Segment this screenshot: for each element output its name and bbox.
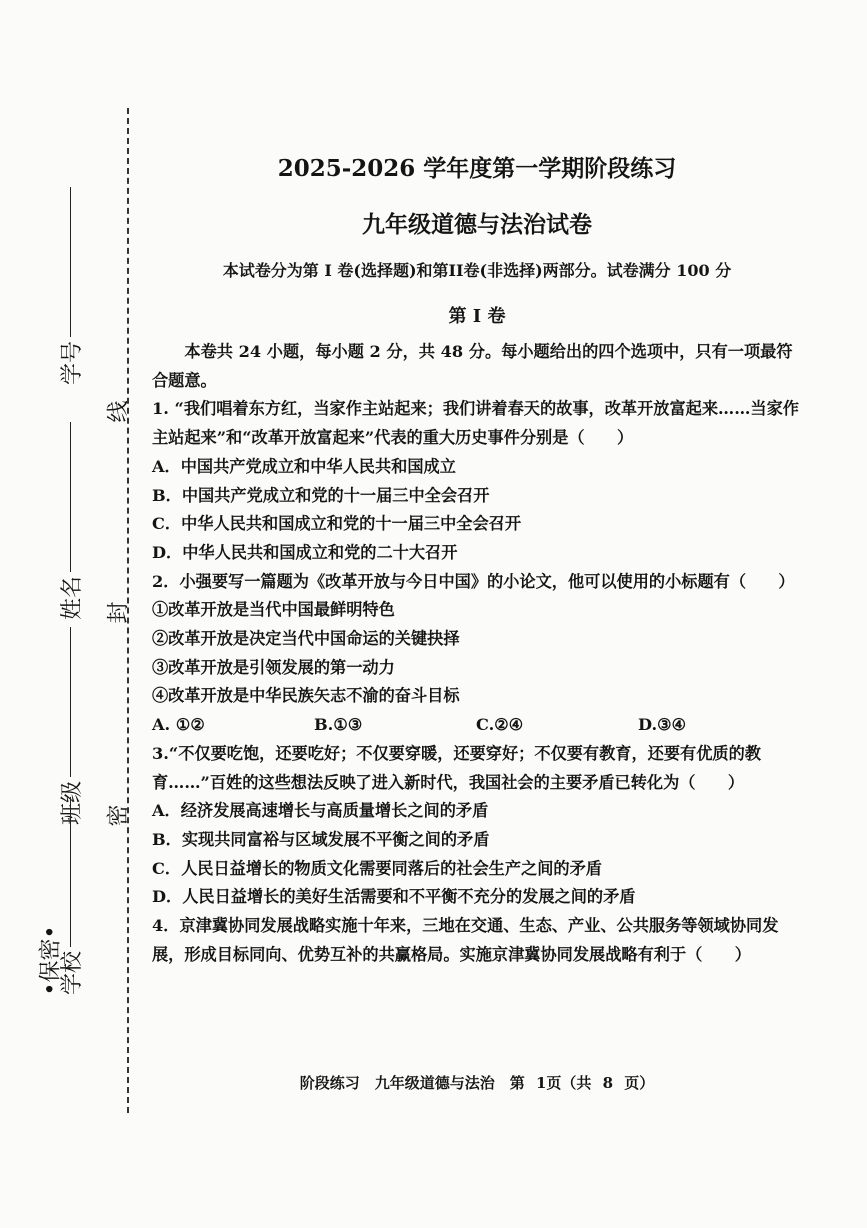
- question-3-stem: 3.“不仅要吃饱，还要吃好；不仅要穿暖，还要穿好；不仅要有教育，还要有优质的教育……”百姓的这些想法反映了进入新时代，我国社会的主要矛盾已转化为（ ）: [152, 743, 761, 792]
- question-1-option-b[interactable]: B．中国共产党成立和党的十一届三中全会召开: [152, 485, 490, 505]
- instructions: 本卷共 24 小题，每小题 2 分，共 48 分。每小题给出的四个选项中，只有一项最符合题意。: [152, 342, 793, 390]
- student-id-label: 学号: [59, 340, 85, 385]
- class-blank[interactable]: [69, 627, 71, 777]
- question-2-statement-3: ③改革开放是引领发展的第一动力: [152, 657, 395, 677]
- name-label: 姓名: [59, 575, 85, 620]
- class-label: 班级: [59, 780, 85, 825]
- exam-intro: 本试卷分为第 I 卷(选择题)和第II卷(非选择)两部分。试卷满分 100 分: [222, 261, 732, 280]
- exam-subtitle: 九年级道德与法治试卷: [362, 211, 592, 238]
- question-3-option-b[interactable]: B．实现共同富裕与区域发展不平衡之间的矛盾: [152, 829, 490, 849]
- seal-char-secret: 密: [106, 804, 132, 827]
- question-1-stem: 1. “我们唱着东方红，当家作主站起来；我们讲着春天的故事，改革开放富起来……当家作主站起来”和“改革开放富起来”代表的重大历史事件分别是（ ）: [152, 399, 799, 448]
- question-3-option-a[interactable]: A．经济发展高速增长与高质量增长之间的矛盾: [152, 801, 489, 821]
- question-1-option-d[interactable]: D．中华人民共和国成立和党的二十大召开: [152, 542, 458, 562]
- question-2-choices: [152, 711, 802, 740]
- question-2-statement-2: ②改革开放是决定当代中国命运的关键抉择: [152, 629, 460, 649]
- question-2-choice-c[interactable]: C.②④: [476, 715, 524, 735]
- seal-char-seal: 封: [106, 601, 132, 624]
- secret-label: •保密•: [38, 925, 64, 996]
- question-3-option-d[interactable]: D．人民日益增长的美好生活需要和不平衡不充分的发展之间的矛盾: [152, 887, 636, 907]
- student-id-field[interactable]: [55, 165, 85, 385]
- question-1-option-c[interactable]: C．中华人民共和国成立和党的十一届三中全会召开: [152, 514, 522, 534]
- fold-dashed-line: [127, 108, 129, 1113]
- student-id-blank[interactable]: [69, 187, 71, 337]
- volume-heading: 第 I 卷: [448, 306, 506, 327]
- question-4-stem: 4．京津冀协同发展战略实施十年来，三地在交通、生态、产业、公共服务等领域协同发展，形成目标同向、优势互补的共赢格局。实施京津冀协同发展战略有利于（ ）: [152, 916, 779, 964]
- question-3-option-c[interactable]: C．人民日益增长的物质文化需要同落后的社会生产之间的矛盾: [152, 858, 602, 878]
- seal-char-line: 线: [106, 400, 132, 423]
- question-body: [152, 338, 802, 969]
- question-2-stem: 2．小强要写一篇题为《改革开放与今日中国》的小论文，他可以使用的小标题有（ ）: [152, 571, 795, 591]
- school-label: 学校: [59, 950, 85, 995]
- question-2-choice-d[interactable]: D.③④: [638, 715, 687, 735]
- question-1-option-a[interactable]: A．中国共产党成立和中华人民共和国成立: [152, 456, 456, 476]
- question-2-choice-b[interactable]: B.①③: [314, 715, 363, 735]
- school-blank[interactable]: [69, 797, 71, 947]
- binding-margin: [0, 0, 140, 1228]
- question-2-statement-1: ①改革开放是当代中国最鲜明特色: [152, 600, 395, 620]
- question-2-choice-a[interactable]: A. ①②: [152, 715, 205, 735]
- name-blank[interactable]: [69, 422, 71, 572]
- exam-title: 2025-2026 学年度第一学期阶段练习: [277, 155, 677, 182]
- question-2-statement-4: ④改革开放是中华民族矢志不渝的奋斗目标: [152, 686, 460, 706]
- page-footer: 阶段练习 九年级道德与法治 第 1页（共 8 页）: [299, 1074, 655, 1092]
- name-field[interactable]: [55, 400, 85, 620]
